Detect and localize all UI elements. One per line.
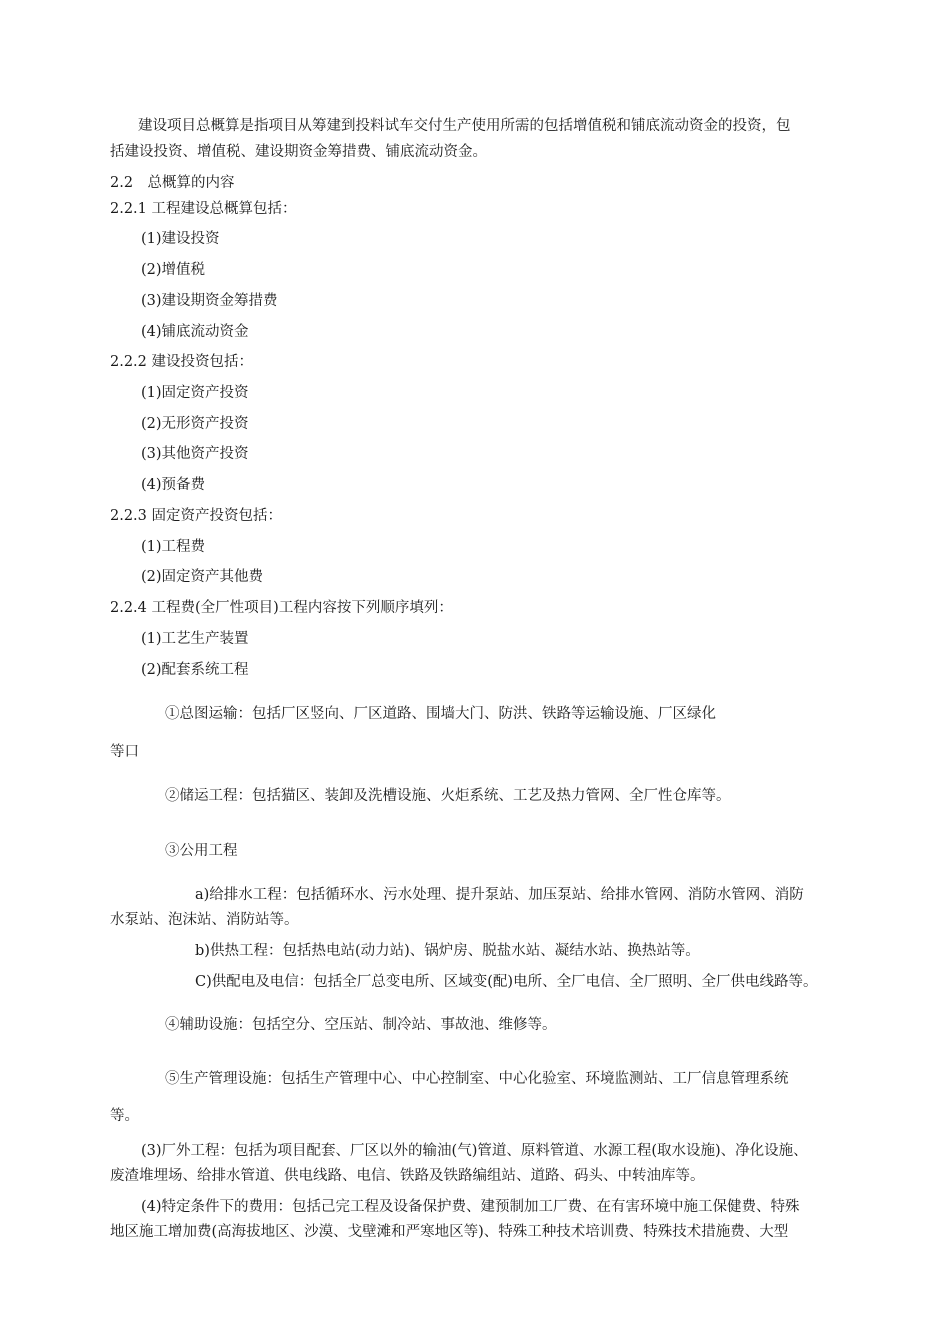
heading-2-2: 2.2 总概算的内容 [110, 175, 235, 191]
heading-2-2-3: 2.2.3 固定资产投资包括： [110, 508, 283, 524]
item-water-supply: a)给排水工程：包括循环水、污水处理、提升泵站、加压泵站、给排水管网、消防水管网、消防 [195, 887, 804, 903]
intro-line-1: 建设项目总概算是指项目从筹建到投料试车交付生产使用所需的包括增值税和铺底流动资金的投资，包 [138, 118, 791, 134]
list-item: (4)预备费 [141, 477, 206, 493]
item-general-transport-cont: 等口 [110, 744, 139, 760]
list-item: (1)工程费 [141, 539, 206, 555]
intro-line-2: 括建设投资、增值税、建设期资金筹措费、铺底流动资金。 [110, 144, 487, 160]
heading-2-2-1: 2.2.1 工程建设总概算包括： [110, 201, 297, 217]
list-item: (2)配套系统工程 [141, 662, 249, 678]
heading-2-2-4: 2.2.4 工程费(全厂性项目)工程内容按下列顺序填列： [110, 600, 453, 616]
list-item: (4)铺底流动资金 [141, 324, 249, 340]
list-item: (1)工艺生产装置 [141, 631, 249, 647]
para-offsite-2: 废渣堆埋场、给排水管道、供电线路、电信、铁路及铁路编组站、道路、码头、中转油库等。 [110, 1168, 705, 1184]
list-item: (1)建设投资 [141, 231, 220, 247]
item-heat-supply: b)供热工程：包括热电站(动力站)、锅炉房、脱盐水站、凝结水站、换热站等。 [195, 943, 700, 959]
para-special-2: 地区施工增加费(高海拔地区、沙漠、戈壁滩和严寒地区等)、特殊工种技术培训费、特殊技术措施费、大型 [110, 1224, 789, 1240]
para-special-1: (4)特定条件下的费用：包括己完工程及设备保护费、建预制加工厂费、在有害环境中施工保健费、特殊 [141, 1199, 800, 1215]
list-item: (2)固定资产其他费 [141, 569, 264, 585]
item-storage-transport: ②储运工程：包括猫区、装卸及洗槽设施、火炬系统、工艺及热力管网、全厂性仓库等。 [165, 788, 731, 804]
item-auxiliary: ④辅助设施：包括空分、空压站、制冷站、事故池、维修等。 [165, 1017, 557, 1033]
list-item: (3)建设期资金筹措费 [141, 293, 278, 309]
item-utilities: ③公用工程 [165, 843, 238, 859]
item-management: ⑤生产管理设施：包括生产管理中心、中心控制室、中心化验室、环境监测站、工厂信息管理系统 [165, 1071, 789, 1087]
item-water-supply-cont: 水泵站、泡沫站、消防站等。 [110, 912, 299, 928]
heading-2-2-2: 2.2.2 建设投资包括： [110, 354, 254, 370]
list-item: (2)无形资产投资 [141, 416, 249, 432]
list-item: (2)增值税 [141, 262, 206, 278]
item-power-telecom: C)供配电及电信：包括全厂总变电所、区域变(配)电所、全厂电信、全厂照明、全厂供电线路等。 [195, 974, 818, 990]
item-general-transport: ①总图运输：包括厂区竖向、厂区道路、围墙大门、防洪、铁路等运输设施、厂区绿化 [165, 706, 716, 722]
para-offsite-1: (3)厂外工程：包括为项目配套、厂区以外的输油(气)管道、原料管道、水源工程(取水设施)、净化设施、 [141, 1143, 808, 1159]
list-item: (3)其他资产投资 [141, 446, 249, 462]
item-management-cont: 等。 [110, 1108, 139, 1124]
list-item: (1)固定资产投资 [141, 385, 249, 401]
